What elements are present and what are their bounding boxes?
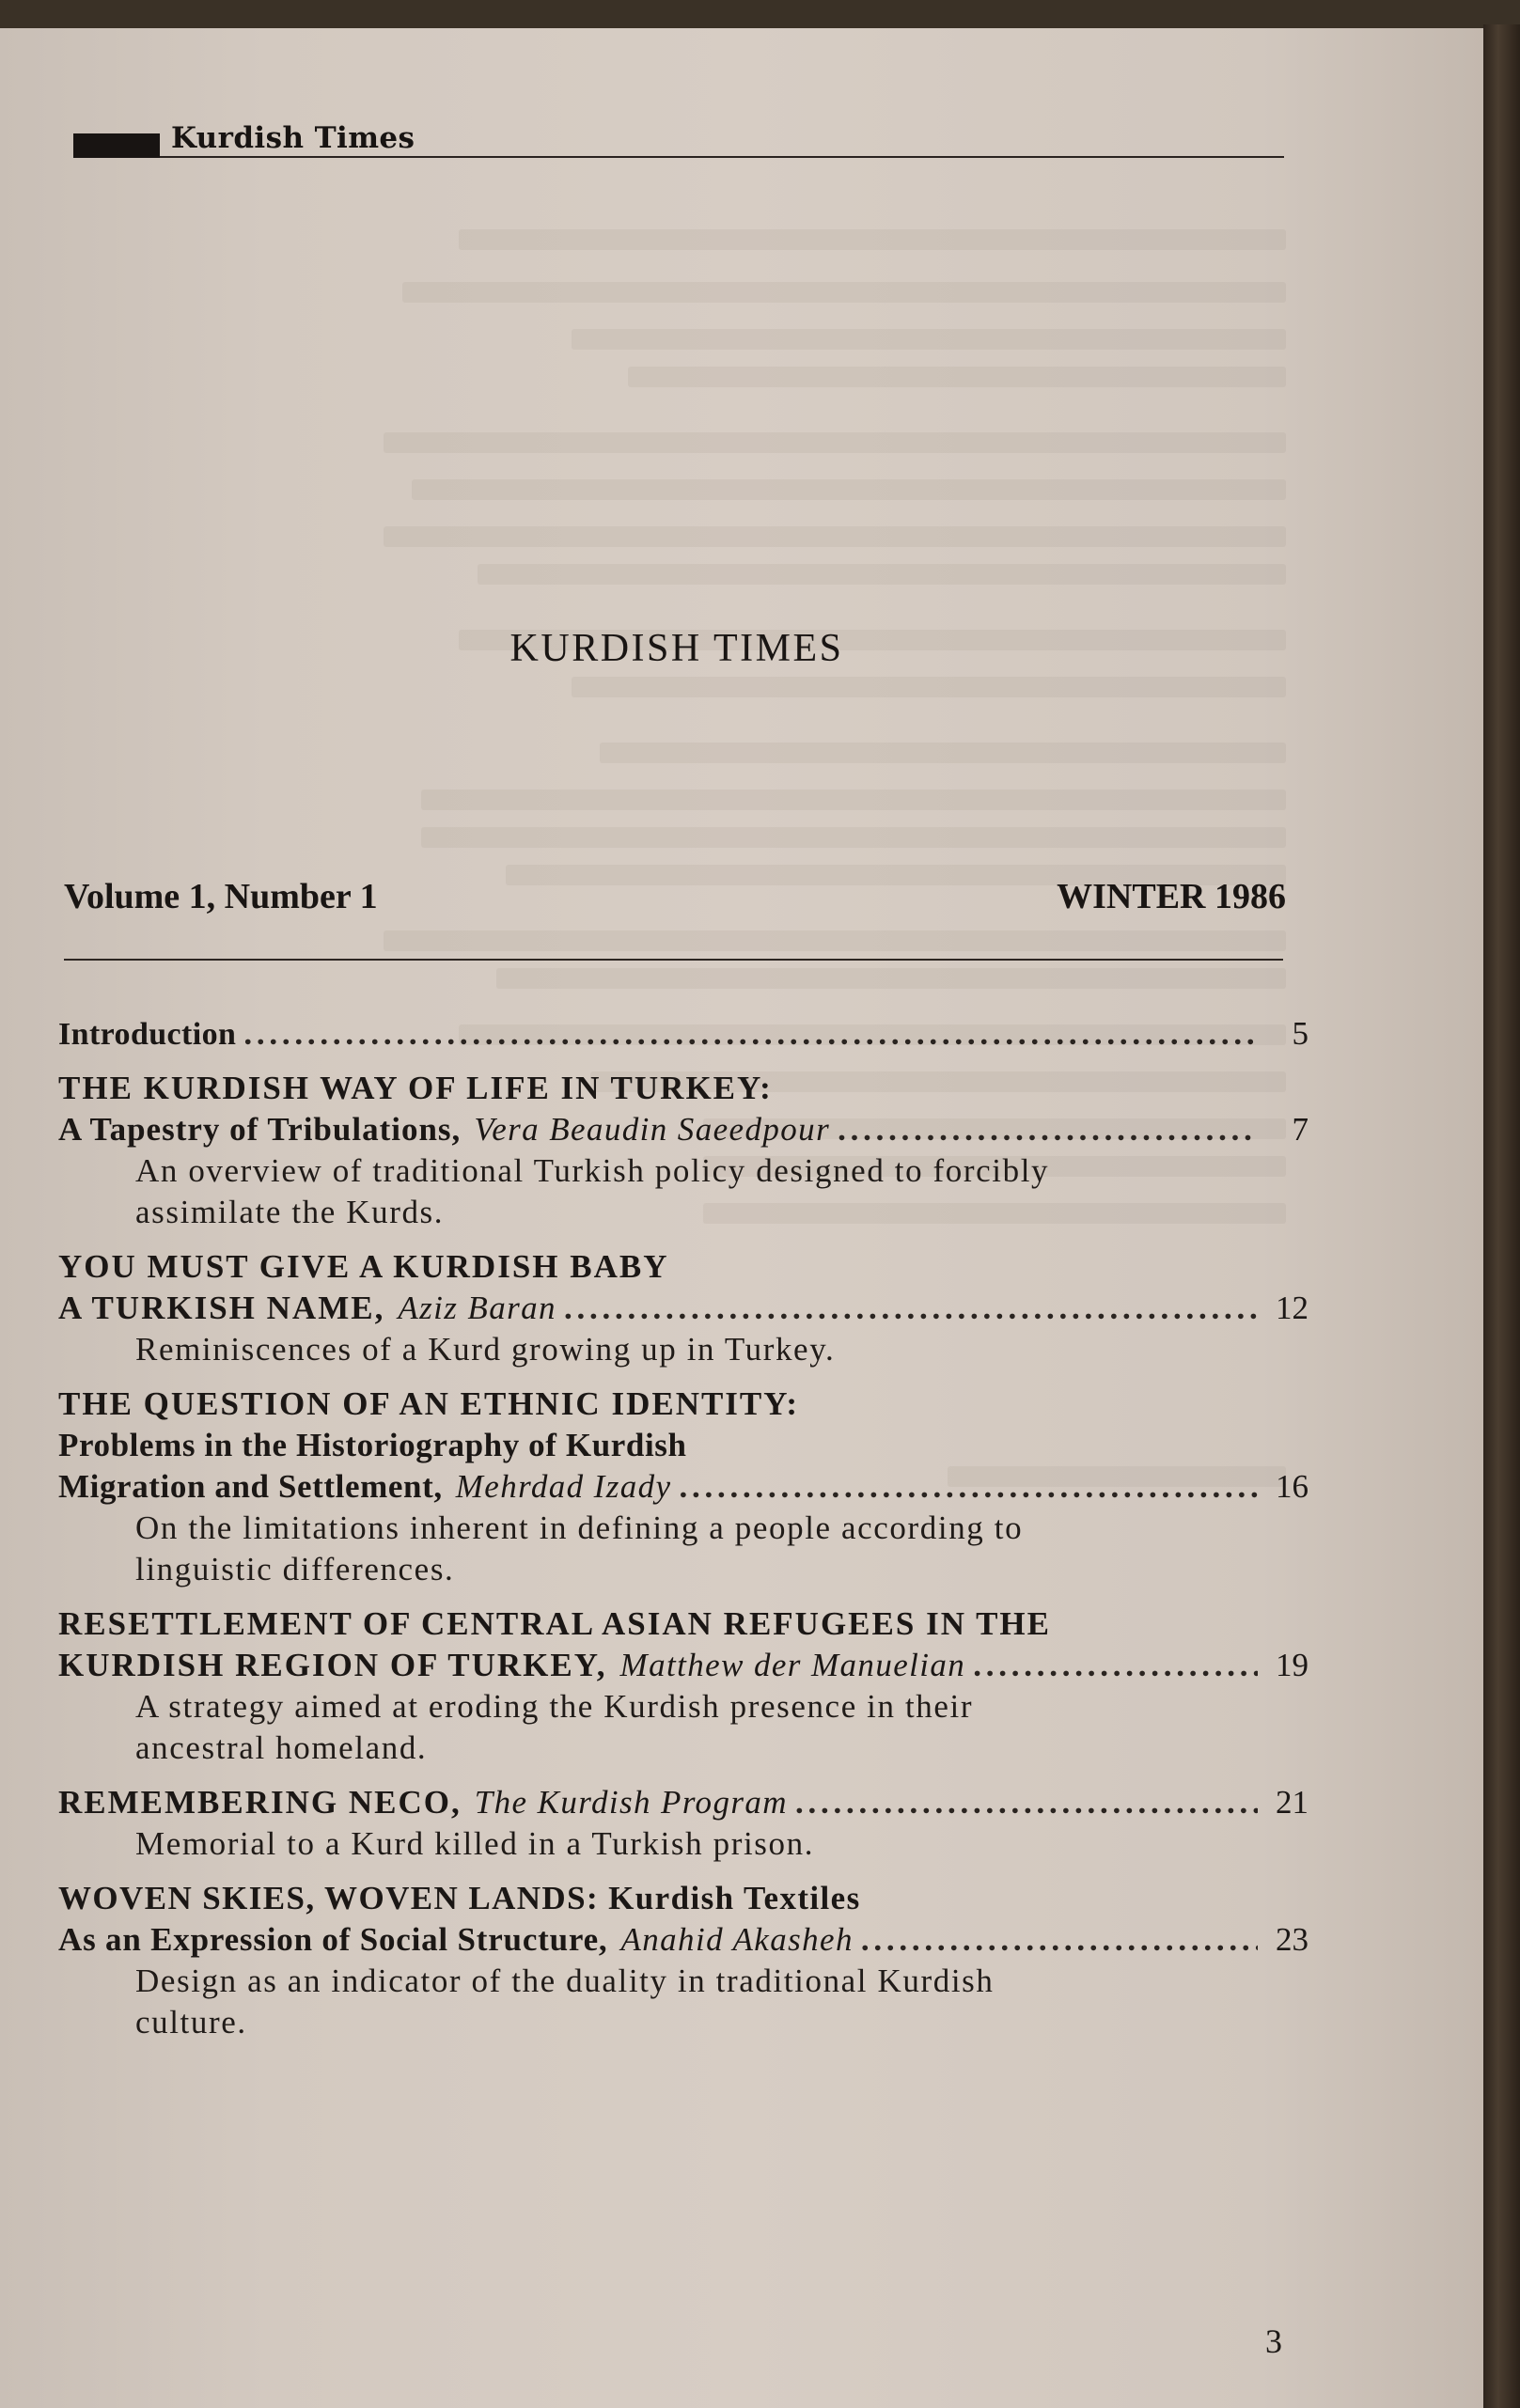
issue-info <box>64 876 1286 923</box>
page-number: 21 <box>1276 1784 1308 1821</box>
toc-entry-author: Anahid Akasheh <box>620 1921 854 1958</box>
toc-entry-author: The Kurdish Program <box>474 1784 788 1821</box>
toc-entry-title: Introduction <box>58 1017 237 1052</box>
toc-entry-kurdish-baby[interactable] <box>58 1246 1308 1370</box>
running-head-label: Kurdish Times <box>171 121 415 155</box>
toc-entry-title: REMEMBERING NECO, <box>58 1784 462 1821</box>
toc-entry-description: Reminiscences of a Kurd growing up in Turkey. <box>135 1331 836 1368</box>
page-number: 7 <box>1292 1111 1308 1148</box>
toc-entry-author: Mehrdad Izady <box>455 1468 672 1505</box>
page-number: 19 <box>1276 1647 1308 1683</box>
toc-entry-author: Aziz Baran <box>398 1290 556 1326</box>
toc-entry-title-line: THE QUESTION OF AN ETHNIC IDENTITY: <box>58 1385 799 1422</box>
toc-entry-description: A strategy aimed at eroding the Kurdish presence in their ancestral homeland. <box>135 1688 974 1766</box>
page-folio: 3 <box>1265 2322 1282 2360</box>
journal-title: KURDISH TIMES <box>509 627 844 670</box>
toc-entry-title-line: WOVEN SKIES, WOVEN LANDS: Kurdish Textiles <box>58 1880 861 1916</box>
toc-entry-description: On the limitations inherent in defining a people according to linguistic differences. <box>135 1509 1024 1587</box>
running-head-bar <box>73 133 160 158</box>
toc-entry-title-line: YOU MUST GIVE A KURDISH BABY <box>58 1248 669 1285</box>
toc-entry-description: An overview of traditional Turkish policy designed to forcibly assimilate the Kurds. <box>135 1152 1050 1230</box>
toc-entry-line <box>58 1466 1308 1508</box>
issue-divider <box>64 959 1283 961</box>
page-number: 12 <box>1276 1290 1308 1326</box>
page-number: 5 <box>1292 1015 1308 1052</box>
running-head <box>73 120 1284 158</box>
volume-number: Volume 1, Number 1 <box>64 877 378 916</box>
dot-leader <box>795 1782 1258 1823</box>
toc-entry-kurdish-way-of-life[interactable] <box>58 1068 1308 1233</box>
toc-entry-description: Memorial to a Kurd killed in a Turkish prison. <box>135 1825 815 1862</box>
toc-entry-woven-skies[interactable] <box>58 1878 1308 2043</box>
toc-entry-title-line: RESETTLEMENT OF CENTRAL ASIAN REFUGEES IN THE <box>58 1605 1052 1642</box>
toc-entry-line <box>58 1919 1308 1961</box>
toc-entry-line <box>58 1013 1308 1055</box>
toc-entry-author: Matthew der Manuelian <box>619 1647 966 1683</box>
toc-entry-resettlement[interactable] <box>58 1603 1308 1769</box>
toc-entry-title: Migration and Settlement, <box>58 1468 443 1505</box>
page-number: 23 <box>1276 1921 1308 1958</box>
toc-entry-description: Design as an indicator of the duality in traditional Kurdish culture. <box>135 1962 995 2041</box>
toc-entry-title: KURDISH REGION OF TURKEY, <box>58 1647 607 1683</box>
issue-season: WINTER 1986 <box>1057 877 1286 916</box>
toc-entry-author: Vera Beaudin Saeedpour <box>474 1111 831 1148</box>
dot-leader <box>838 1109 1258 1150</box>
dot-leader <box>243 1013 1258 1055</box>
toc-entry-remembering-neco[interactable] <box>58 1782 1308 1865</box>
table-of-contents <box>58 1013 1308 2043</box>
toc-entry-line <box>58 1109 1308 1150</box>
page-number: 16 <box>1276 1468 1308 1505</box>
toc-entry-title-line: Problems in the Historiography of Kurdish <box>58 1427 687 1463</box>
toc-entry-introduction[interactable] <box>58 1013 1308 1055</box>
dot-leader <box>679 1466 1258 1508</box>
toc-entry-line <box>58 1288 1308 1329</box>
toc-entry-title: As an Expression of Social Structure, <box>58 1921 608 1958</box>
journal-page <box>0 28 1483 2408</box>
toc-entry-title: A TURKISH NAME, <box>58 1290 385 1326</box>
toc-entry-title: A Tapestry of Tribulations, <box>58 1111 462 1148</box>
toc-entry-ethnic-identity[interactable] <box>58 1384 1308 1590</box>
page-edge-shadow <box>1483 24 1520 2408</box>
toc-entry-line <box>58 1645 1308 1686</box>
dot-leader <box>973 1645 1258 1686</box>
dot-leader <box>861 1919 1258 1961</box>
toc-entry-line <box>58 1782 1308 1823</box>
running-head-rule <box>160 156 1284 158</box>
toc-entry-title-line: THE KURDISH WAY OF LIFE IN TURKEY: <box>58 1070 773 1106</box>
dot-leader <box>564 1288 1258 1329</box>
